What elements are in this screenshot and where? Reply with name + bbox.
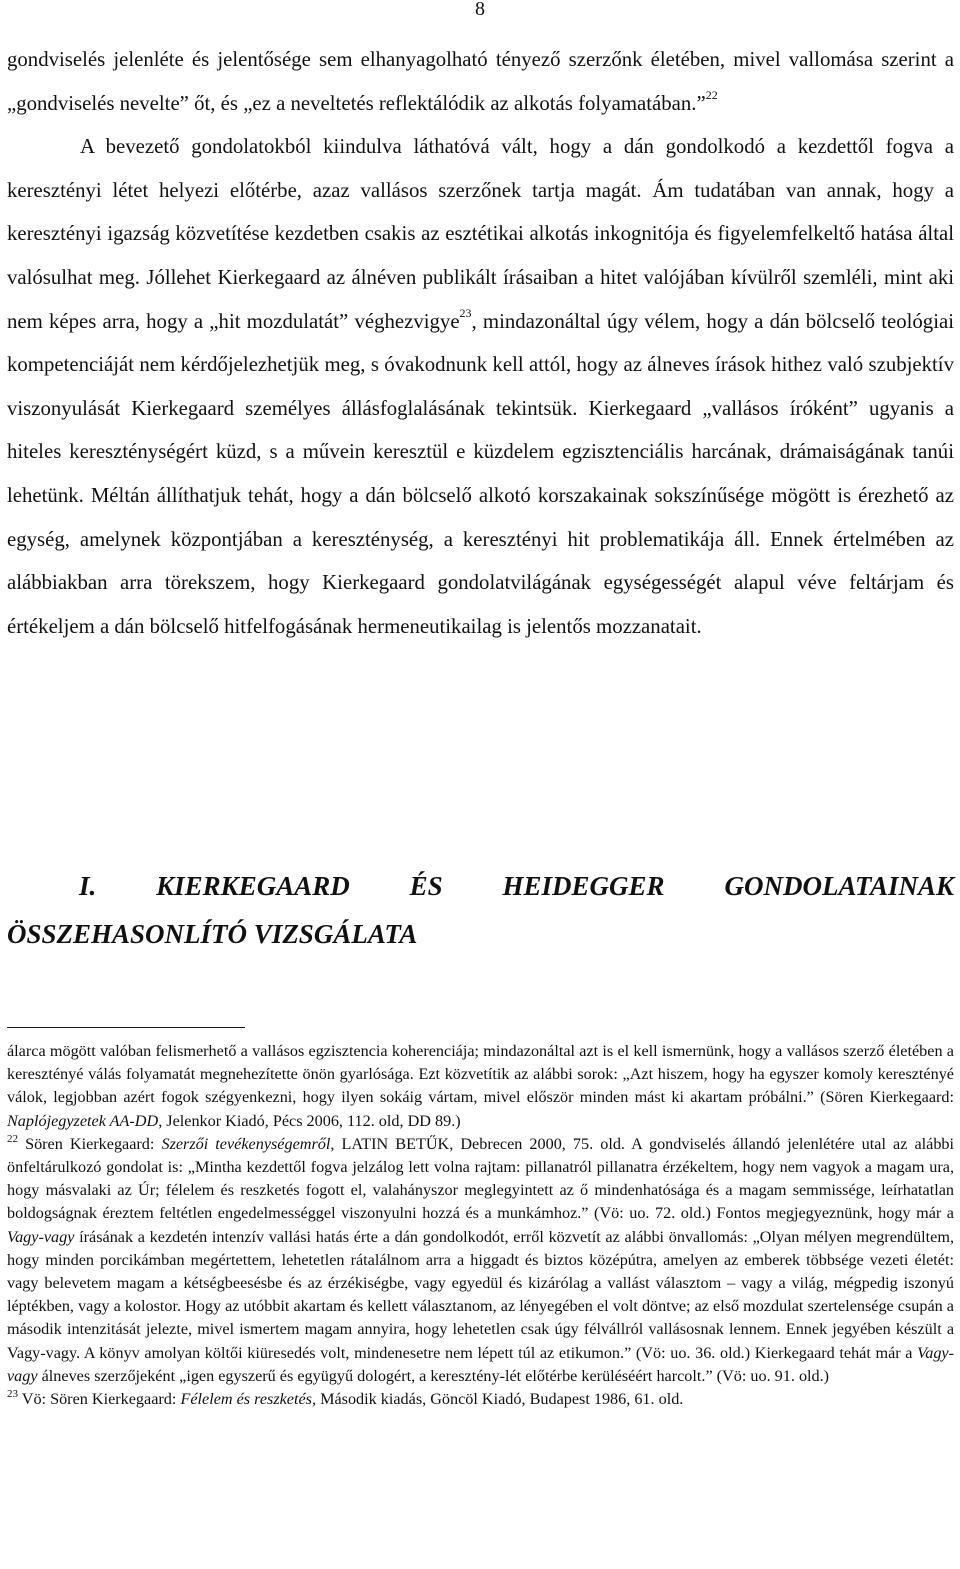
paragraph-2-text-b: , mindazonáltal úgy vélem, hogy a dán bölcselő teológiai kompetenciáját nem kérdőjelezhetjük meg, s óvakodnunk kell attól, hogy az álneves írások hithez való szubjektív viszonyulását Kierkegaard személyes állásfoglalásának tekintsük. Kierkegaard „vallásos íróként” ugyanis a hiteles kereszténységért küzd, s a művein keresztül e küzdelem egzisztenciális harcának, drámaiságának tanúi lehetünk. Méltán állíthatjuk tehát, hogy a dán bölcselő alkotó korszakainak sokszínűsége mögött is érezhető az egység, amelynek központjában a kereszténység, a keresztényi hit problematikája áll. Ennek értelmében az alábbiakban arra törekszem, hogy Kierkegaard gondolatvilágának egységességét alapul véve feltárjam és értékeljem a dán bölcselő hitfelfogásának hermeneutikailag is jelentős mozzanatait. — [7, 309, 954, 638]
footnote-22-title-2: Vagy-vagy — [7, 1227, 75, 1246]
footnote-22-text-b: , LATIN BETŰK, Debrecen 2000, 75. old. A gondviselés állandó jelenlétére utal az alábbi önfeltárulkozó gondolat is: „Mintha kezdettől fogva jelzálog lett volna rajtam: pillanatról pillanatra érzékeltem, hogy nem vagyok a magam ura, hogy másvalaki az Úr; félelem és reszketés fogott el, valahányszor meglegyintett az ő mindenhatósága és a magam semmissége, leírhatatlan boldogságnak éreztem feltétlen engedelmességgel viszonyulni hozzá és a munkámhoz.” (Vö: uo. 72. old.) Fontos megjegyeznünk, hogy már a — [7, 1134, 954, 1223]
footnote-continuation-end: , Jelenkor Kiadó, Pécs 2006, 112. old, DD 89.) — [158, 1111, 461, 1130]
footnote-22 — [7, 1133, 954, 1388]
footnote-ref-22: 22 — [705, 87, 718, 102]
chapter-heading-line-2: ÖSSZEHASONLÍTÓ VIZSGÁLATA — [7, 919, 418, 949]
footnote-23-title: Félelem és reszketés, — [180, 1390, 317, 1409]
footnote-continuation-text: álarca mögött valóban felismerhető a vallásos egzisztencia koherenciája; mindazonáltal azt is el kell ismernünk, hogy a vallásos szerző életében a keresztényé válás folyamatát megnehezítette önön gyarlósága. Ezt közvetítik az alábbi sorok: „Azt hiszem, hogy ha egyszer komoly keresztényé válok, legjobban azért fogok szégyenkezni, hogy ilyen sokáig vártam, mivel először minden mást ki akartam próbálni.” (Sören Kierkegaard: — [7, 1042, 954, 1107]
page-number: 8 — [475, 0, 485, 20]
footnote-continuation — [7, 1040, 954, 1133]
footnote-22-title-3: Vagy-vagy — [7, 1343, 954, 1385]
paragraph-2 — [7, 125, 954, 648]
footnote-23 — [7, 1388, 954, 1411]
footnote-23-text-b: Második kiadás, Göncöl Kiadó, Budapest 1986, 61. old. — [316, 1390, 684, 1409]
footnote-ref-23: 23 — [459, 305, 472, 320]
footnote-22-text-a: Sören Kierkegaard: — [18, 1134, 162, 1153]
footnote-23-number: 23 — [7, 1388, 18, 1401]
footnote-book-title: Naplójegyzetek AA-DD — [7, 1111, 159, 1130]
chapter-heading-line-1: I. KIERKEGAARD ÉS HEIDEGGER GONDOLATAINAK — [79, 871, 954, 901]
chapter-heading — [7, 862, 954, 958]
footnote-22-title-1: Szerzői tevékenységemről — [161, 1134, 331, 1153]
paragraph-1 — [7, 38, 954, 125]
footnote-22-text-d: álneves szerzőjeként „igen egyszerű és együgyű dologért, a keresztény-lét előtérbe kerüléséért harcolt.” (Vö: uo. 91. old.) — [37, 1366, 830, 1385]
footnotes — [7, 1040, 954, 1411]
footnote-22-number: 22 — [7, 1132, 18, 1145]
paragraph-2-text-a: A bevezető gondolatokból kiindulva láthatóvá vált, hogy a dán gondolkodó a kezdettől fogva a keresztényi létet helyezi előtérbe, azaz vallásos szerzőnek tartja magát. Ám tudatában van annak, hogy a keresztényi igazság közvetítése kezdetben csakis az esztétikai alkotás inkognitója és figyelemfelkeltő hatása által valósulhat meg. Jóllehet Kierkegaard az álnéven publikált írásaiban a hitet valójában kívülről szemléli, mint aki nem képes arra, hogy a „hit mozdulatát” véghezvigye — [7, 135, 954, 333]
body-text — [7, 38, 954, 648]
paragraph-1-text: gondviselés jelenléte és jelentősége sem elhanyagolható tényező szerzőnk életében, mivel vallomása szerint a „gondviselés nevelte” őt, és „ez a neveltetés reflektálódik az alkotás folyamatában.” — [7, 48, 954, 115]
footnote-23-text-a: Vö: Sören Kierkegaard: — [18, 1390, 181, 1409]
footnote-separator — [7, 1027, 245, 1028]
footnote-22-text-c: írásának a kezdetén intenzív vallási hatás érte a dán gondolkodót, erről közvetít az alábbi önvallomás: „Olyan mélyen megrendültem, hogy minden porcikámban megértettem, lehetetlen rátalálnom arra a higgadt és biztos középútra, amelyen az emberek többsége vezeti életét: vagy belevetem magam a kétségbeesésbe és az érzékiségbe, vagy egyedül és kizárólag a vallást választom – vagy a világ, mégpedig iszonyú léptékben, vagy a kolostor. Hogy az utóbbit akartam és kellett választanom, az lényegében el volt döntve; az első mozdulat szertelensége csupán a második intenzitását jelezte, mivel ismertem magam annyira, hogy lehetetlen csak úgy félvállról vallásosnak lennem. Ennek jegyében készült a Vagy-vagy. A könyv amolyan költői kiüresedés volt, mindenesetre nem lépett túl az etikumon.” (Vö: uo. 36. old.) Kierkegaard tehát már a — [7, 1227, 954, 1362]
